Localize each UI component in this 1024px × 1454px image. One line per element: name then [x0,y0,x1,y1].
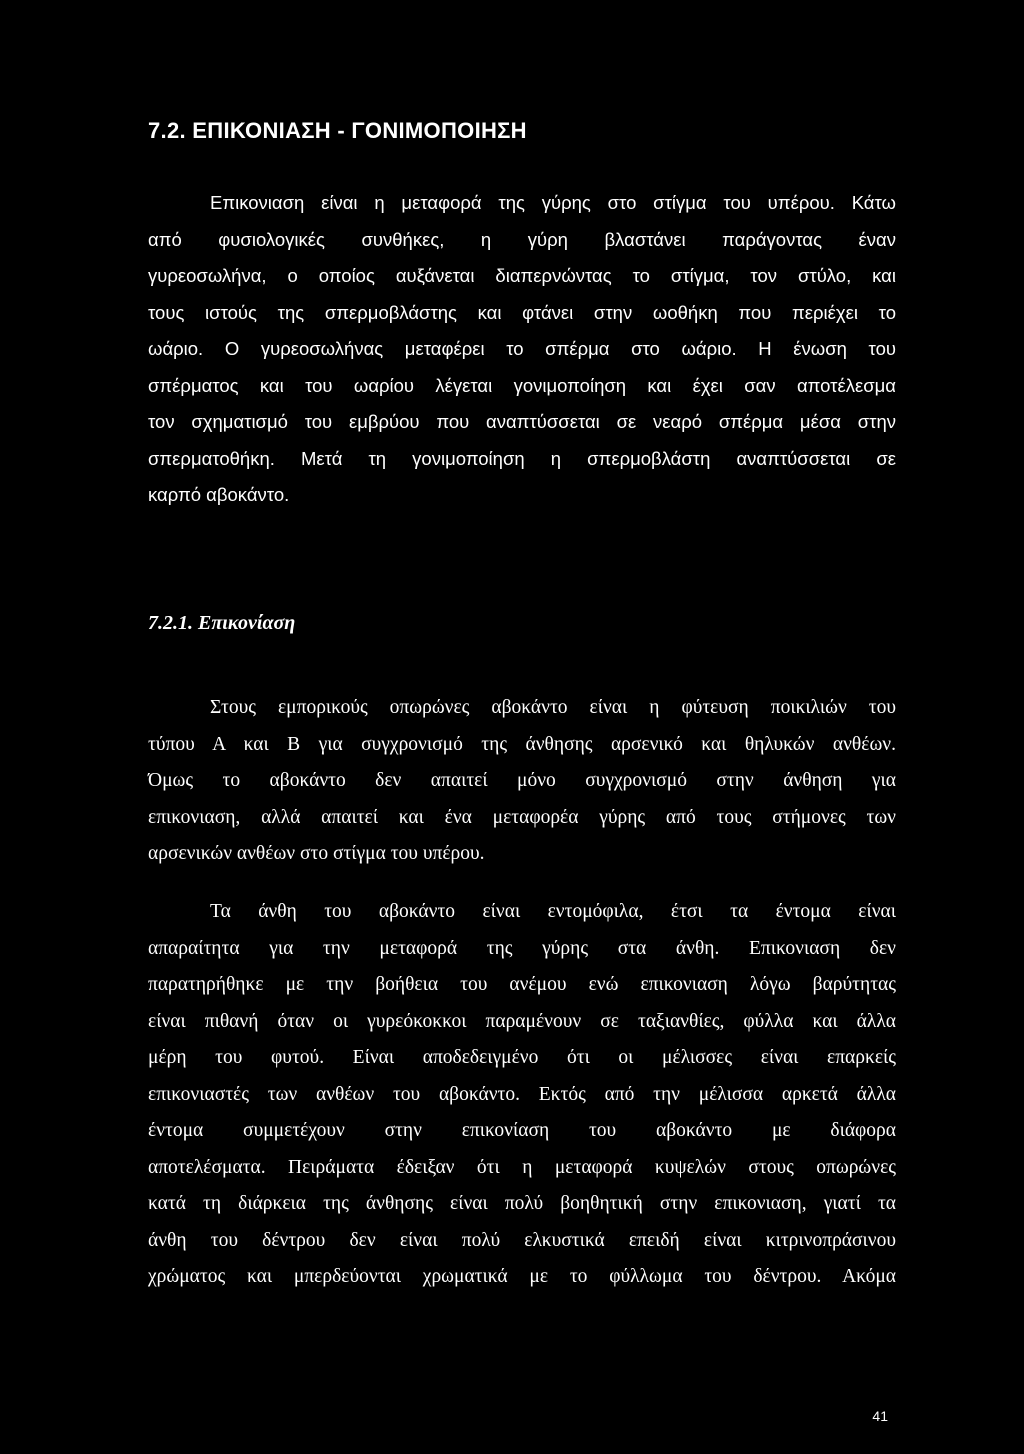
text-line: σπερματοθήκη. Μετά τη γονιμοποίηση η σπερμοβλάστη αναπτύσσεται σε [148,447,896,469]
text-line: μέρη του φυτού. Είναι αποδεδειγμένο ότι οι μέλισσες είναι επαρκείς [148,1047,896,1068]
subsection-heading: 7.2.1. Επικονίαση [148,612,296,634]
text-line: τύπου Α και Β για συγχρονισμό της άνθησης αρσενικό και θηλυκών ανθέων. [148,733,896,755]
paragraph-commercial-orchards [148,690,896,873]
text-line: παρατηρήθηκε με την βοήθεια του ανέμου ενώ επικονιαση λόγω βαρύτητας [148,974,896,995]
text-line: είναι πιθανή όταν οι γυρεόκοκκοι παραμένουν σε ταξιανθίες, φύλλα και άλλα [148,1010,896,1032]
text-line: Επικονιαση είναι η μεταφορά της γύρης στο στίγμα του υπέρου. Κάτω [210,192,896,213]
text-line: ωάριο. Ο γυρεοσωλήνας μεταφέρει το σπέρμα στο ωάριο. Η ένωση του [148,338,896,359]
text-line: τους ιστούς της σπερμοβλάστης και φτάνει στην ωοθήκη που περιέχει το [148,301,896,323]
text-line: επικονιαση, αλλά απαιτεί και ένα μεταφορέα γύρης από τους στήμονες των [148,806,896,828]
text-line: από φυσιολογικές συνθήκες, η γύρη βλαστάνει παράγοντας έναν [148,228,896,250]
text-line: άνθη του δέντρου δεν είναι πολύ ελκυστικά επειδή είναι κιτρινοπράσινου [148,1229,896,1251]
text-line: κατά τη διάρκεια της άνθησης είναι πολύ βοηθητική στην επικονιαση, γιατί τα [148,1193,896,1214]
text-line: Στους εμπορικούς οπωρώνες αβοκάντο είναι η φύτευση ποικιλιών του [210,697,896,718]
text-line: γυρεοσωλήνα, ο οποίος αυξάνεται διαπερνώντας το στίγμα, τον στύλο, και [148,265,896,286]
section-heading: 7.2. ΕΠΙΚΟΝΙΑΣΗ - ΓΟΝΙΜΟΠΟΙΗΣΗ [148,118,527,143]
paragraph-pollination-fertilization [148,185,896,514]
text-line: απαραίτητα για την μεταφορά της γύρης στα άνθη. Επικονιαση δεν [148,937,896,959]
paragraph-insect-pollination [148,894,896,1296]
text-line: Όμως το αβοκάντο δεν απαιτεί μόνο συγχρονισμό στην άνθηση για [148,770,896,791]
text-line: έντομα συμμετέχουν στην επικονίαση του αβοκάντο με διάφορα [148,1120,896,1141]
text-line: σπέρματος και του ωαρίου λέγεται γονιμοποίηση και έχει σαν αποτέλεσμα [148,374,896,396]
text-line: αρσενικών ανθέων στο στίγμα του υπέρου. [148,843,485,864]
text-line: αποτελέσματα. Πειράματα έδειξαν ότι η μεταφορά κυψελών στους οπωρώνες [148,1156,896,1178]
page-number: 41 [872,1408,888,1424]
text-line: τον σχηματισμό του εμβρύου που αναπτύσσεται σε νεαρό σπέρμα μέσα στην [148,411,896,432]
text-line: χρώματος και μπερδεύονται χρωματικά με το φύλλωμα του δέντρου. Ακόμα [148,1266,896,1287]
text-line: καρπό αβοκάντο. [148,484,290,505]
text-line: επικονιαστές των ανθέων του αβοκάντο. Εκτός από την μέλισσα αρκετά άλλα [148,1083,896,1105]
text-line: Τα άνθη του αβοκάντο είναι εντομόφιλα, έτσι τα έντομα είναι [210,901,896,922]
